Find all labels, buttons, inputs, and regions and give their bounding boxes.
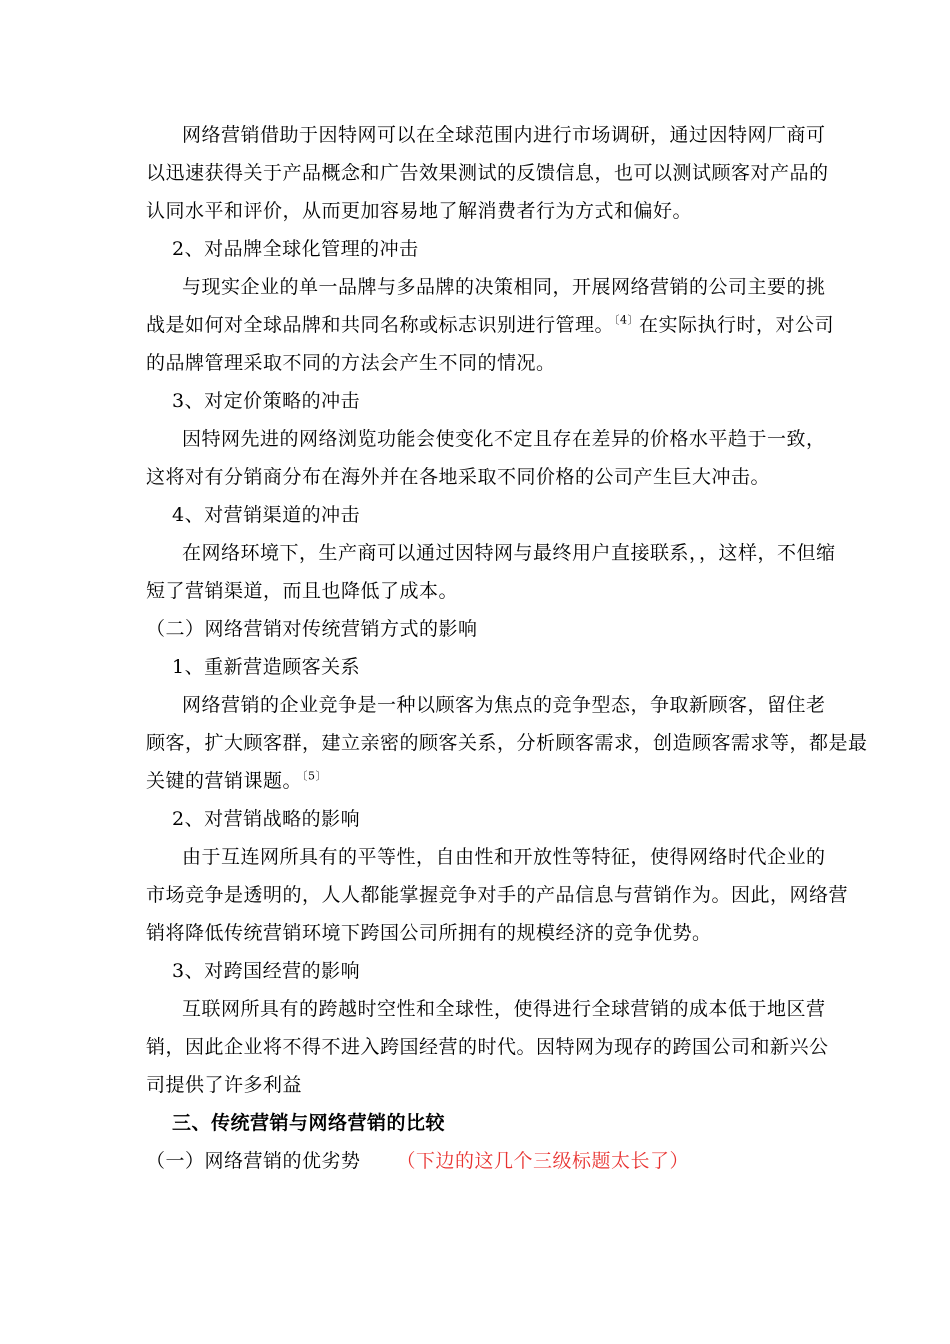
paragraph-text: 在实际执行时，对公司 [639, 314, 835, 336]
paragraph-text: 关键的营销课题。 [146, 770, 303, 792]
subheading: 2、对营销战略的影响 [172, 808, 361, 830]
subheading: 2、对品牌全球化管理的冲击 [172, 238, 419, 260]
subheading: 3、对跨国经营的影响 [172, 960, 361, 982]
chapter-heading: 三、传统营销与网络营销的比较 [172, 1112, 446, 1134]
paragraph-line: 网络营销的企业竞争是一种以顾客为焦点的竞争型态，争取新顾客，留住老 [182, 694, 826, 716]
section-heading: （二）网络营销对传统营销方式的影响 [146, 618, 478, 640]
paragraph-line: 网络营销借助于因特网可以在全球范围内进行市场调研，通过因特网厂商可 [182, 124, 826, 146]
section-heading-with-note [146, 1146, 689, 1176]
subheading: 1、重新营造顾客关系 [172, 656, 361, 678]
paragraph-line: 认同水平和评价，从而更加容易地了解消费者行为方式和偏好。 [146, 200, 693, 222]
paragraph-line: 短了营销渠道，而且也降低了成本。 [146, 580, 459, 602]
subheading: 3、对定价策略的冲击 [172, 390, 361, 412]
paragraph-line: 与现实企业的单一品牌与多品牌的决策相同，开展网络营销的公司主要的挑 [182, 276, 826, 298]
citation-ref: 〔4〕 [614, 313, 640, 327]
paragraph-line [146, 766, 327, 796]
section-heading-text: （一）网络营销的优劣势 [146, 1150, 361, 1172]
paragraph-line: 市场竞争是透明的，人人都能掌握竞争对手的产品信息与营销作为。因此，网络营 [146, 884, 849, 906]
subheading: 4、对营销渠道的冲击 [172, 504, 361, 526]
paragraph-text: 战是如何对全球品牌和共同名称或标志识别进行管理。 [146, 314, 615, 336]
paragraph-line: 互联网所具有的跨越时空性和全球性，使得进行全球营销的成本低于地区营 [182, 998, 826, 1020]
paragraph-line: 因特网先进的网络浏览功能会使变化不定且存在差异的价格水平趋于一致， [182, 428, 826, 450]
paragraph-line: 的品牌管理采取不同的方法会产生不同的情况。 [146, 352, 556, 374]
paragraph-line: 顾客，扩大顾客群，建立亲密的顾客关系，分析顾客需求，创造顾客需求等，都是最 [146, 732, 868, 754]
paragraph-line: 这将对有分销商分布在海外并在各地采取不同价格的公司产生巨大冲击。 [146, 466, 771, 488]
paragraph-line: 司提供了许多利益 [146, 1074, 303, 1096]
paragraph-line: 销，因此企业将不得不进入跨国经营的时代。因特网为现存的跨国公司和新兴公 [146, 1036, 829, 1058]
paragraph-line: 在网络环境下，生产商可以通过因特网与最终用户直接联系，，这样，不但缩 [182, 542, 836, 564]
paragraph-line: 销将降低传统营销环境下跨国公司所拥有的规模经济的竞争优势。 [146, 922, 712, 944]
paragraph-line [146, 310, 834, 340]
paragraph-line: 以迅速获得关于产品概念和广告效果测试的反馈信息，也可以测试顾客对产品的 [146, 162, 829, 184]
editor-annotation: （下边的这几个三级标题太长了） [396, 1150, 690, 1172]
paragraph-line: 由于互连网所具有的平等性，自由性和开放性等特征，使得网络时代企业的 [182, 846, 826, 868]
citation-ref: 〔5〕 [302, 769, 328, 783]
